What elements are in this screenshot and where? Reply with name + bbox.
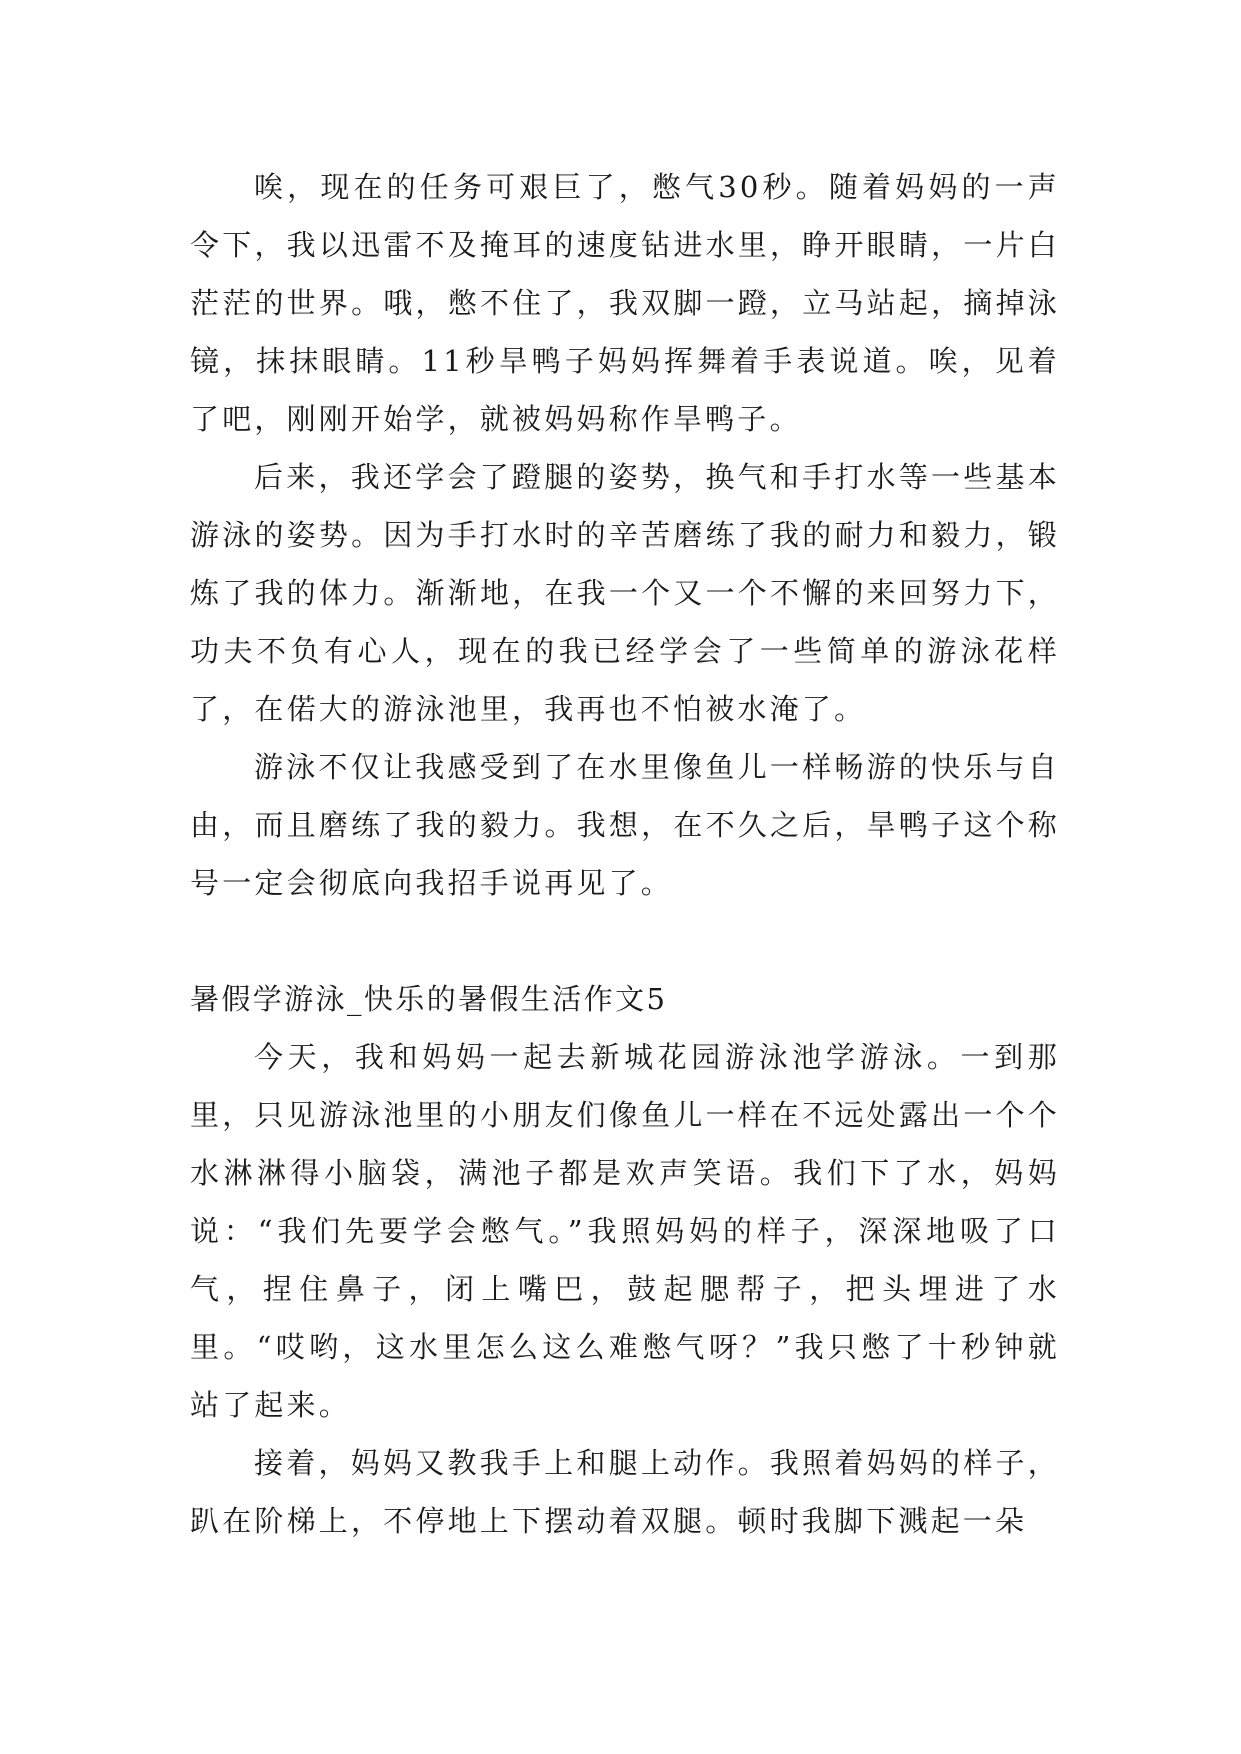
paragraph: 后来，我还学会了蹬腿的姿势，换气和手打水等一些基本游泳的姿势。因为手打水时的辛苦磨练了我的耐力和毅力，锻炼了我的体力。渐渐地，在我一个又一个不懈的来回努力下，功夫不负有心人，现在的我已经学会了一些简单的游泳花样了，在偌大的游泳池里，我再也不怕被水淹了。 <box>190 460 1060 726</box>
paragraph: 今天，我和妈妈一起去新城花园游泳池学游泳。一到那里，只见游泳池里的小朋友们像鱼儿一样在不远处露出一个个水淋淋得小脑袋，满池子都是欢声笑语。我们下了水，妈妈说：“我们先要学会憋气。”我照妈妈的样子，深深地吸了口气，捏住鼻子，闭上嘴巴，鼓起腮帮子，把头埋进了水里。“哎哟，这水里怎么这么难憋气呀？”我只憋了十秒钟就站了起来。 <box>190 1040 1060 1422</box>
paragraph: 游泳不仅让我感受到了在水里像鱼儿一样畅游的快乐与自由，而且磨练了我的毅力。我想，在不久之后，旱鸭子这个称号一定会彻底向我招手说再见了。 <box>190 750 1060 900</box>
paragraph: 唉，现在的任务可艰巨了，憋气30秒。随着妈妈的一声令下，我以迅雷不及掩耳的速度钻进水里，睁开眼睛，一片白茫茫的世界。哦，憋不住了，我双脚一蹬，立马站起，摘掉泳镜，抹抹眼睛。11秒旱鸭子妈妈挥舞着手表说道。唉，见着了吧，刚刚开始学，就被妈妈称作旱鸭子。 <box>190 170 1060 436</box>
section-title: 暑假学游泳_快乐的暑假生活作文5 <box>190 982 668 1016</box>
document-body <box>190 158 1060 1550</box>
section-gap <box>190 912 1060 970</box>
paragraph: 接着，妈妈又教我手上和腿上动作。我照着妈妈的样子，趴在阶梯上，不停地上下摆动着双腿。顿时我脚下溅起一朵 <box>190 1446 1060 1538</box>
